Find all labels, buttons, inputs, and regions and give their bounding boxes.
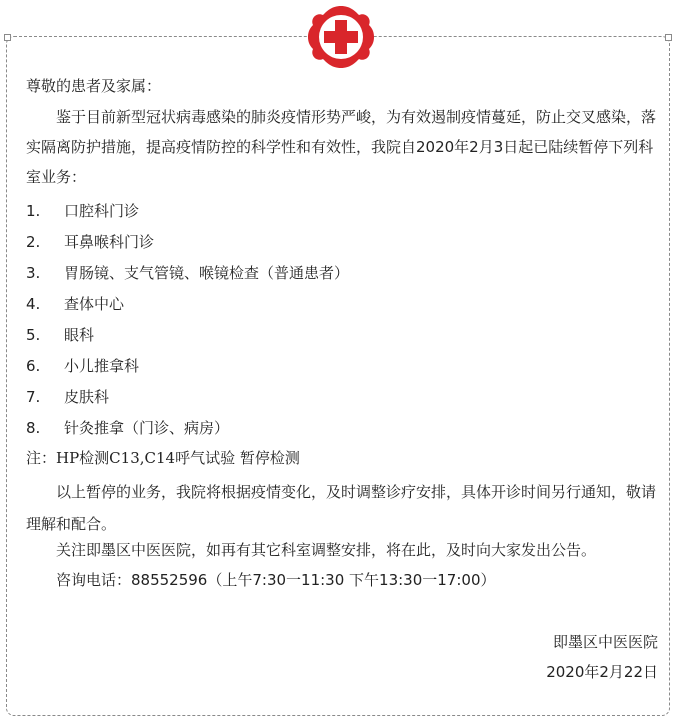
notice-date: 2020年2月22日 (546, 663, 658, 681)
red-cross-hospital-icon (306, 2, 376, 72)
list-item: 7. 皮肤科 (26, 388, 110, 406)
signature: 即墨区中医医院 (552, 633, 658, 651)
list-item: 1. 口腔科门诊 (26, 202, 140, 220)
card-corner-marker (665, 34, 672, 41)
schedule-paragraph: 以上暂停的业务，我院将根据疫情变化，及时调整诊疗安排，具体开诊时间另行通知，敬请理解和配合。 (26, 483, 657, 533)
list-item: 5. 眼科 (26, 326, 95, 344)
follow-paragraph: 关注即墨区中医医院，如再有其它科室调整安排，将在此，及时向大家发出公告。 (56, 541, 597, 559)
salutation: 尊敬的患者及家属： (26, 77, 162, 95)
card-corner-marker (4, 34, 11, 41)
list-item: 2. 耳鼻喉科门诊 (26, 233, 155, 251)
phone-paragraph: 咨询电话：88552596（上午7:30一11:30 下午13:30一17:00） (56, 571, 496, 589)
suspended-departments-list (26, 196, 666, 444)
note-line: 注：HP检测C13,C14呼气试验 暂停检测 (26, 449, 300, 467)
list-item: 3. 胃肠镜、支气管镜、喉镜检查（普通患者） (26, 264, 350, 282)
list-item: 6. 小儿推拿科 (26, 357, 140, 375)
intro-paragraph: 鉴于目前新型冠状病毒感染的肺炎疫情形势严峻，为有效遏制疫情蔓延，防止交叉感染，落实隔离防护措施，提高疫情防控的科学性和有效性，我院自2020年2月3日起已陆续暂停下列科室业务： (26, 108, 657, 186)
list-item: 4. 查体中心 (26, 295, 125, 313)
list-item: 8. 针灸推拿（门诊、病房） (26, 419, 230, 437)
